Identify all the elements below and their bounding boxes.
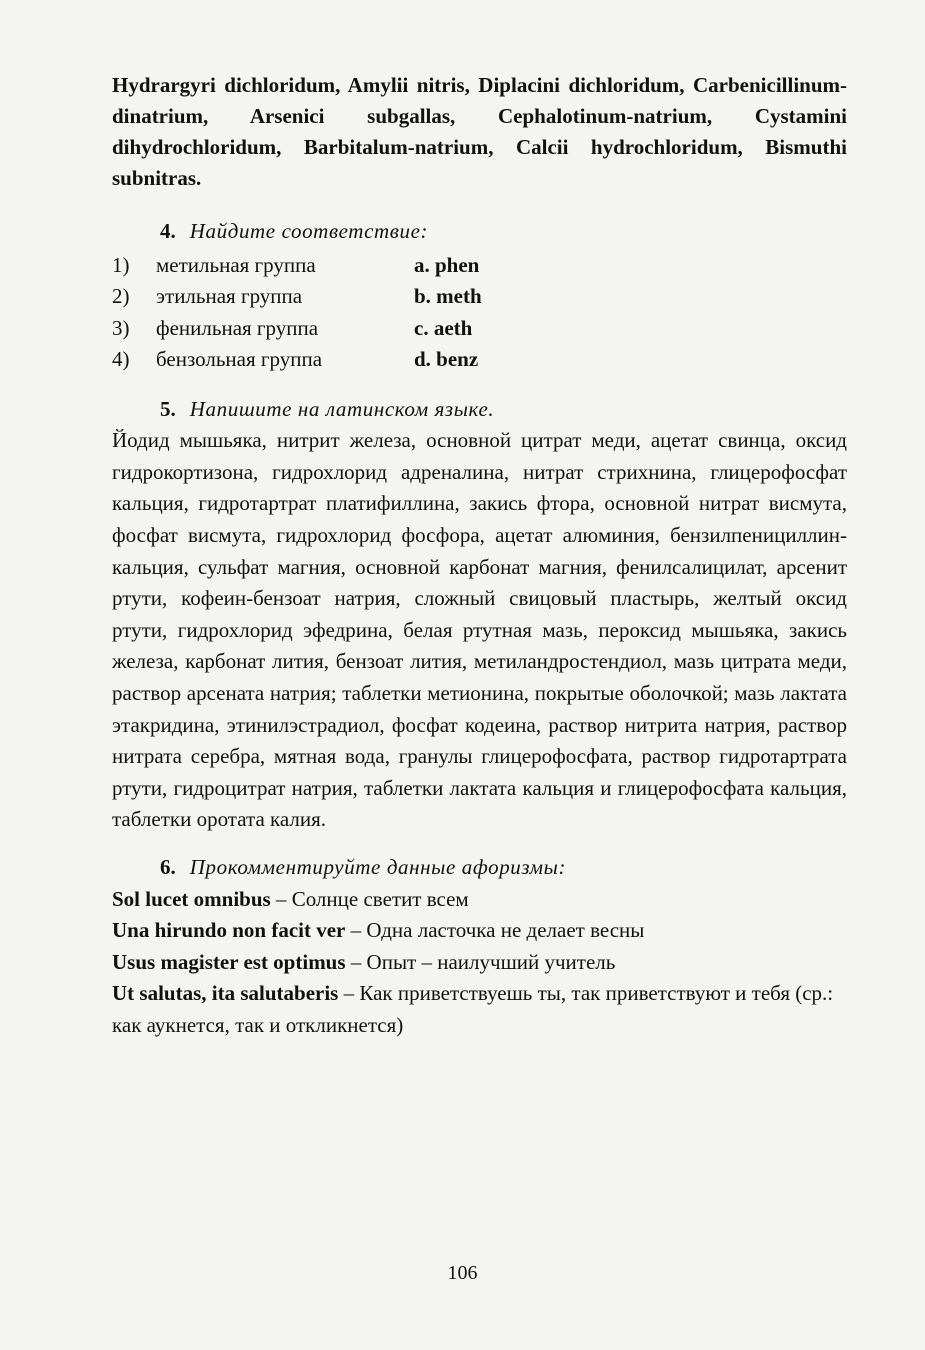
task-5-title: Напишите на латинском языке. bbox=[189, 396, 495, 421]
aphorism-latin: Ut salutas, ita salutaberis bbox=[112, 981, 339, 1006]
aphorism-russian: – Одна ласточка не делает весны bbox=[345, 918, 645, 943]
list-item bbox=[112, 281, 847, 313]
list-item bbox=[112, 250, 847, 282]
aphorism-latin: Una hirundo non facit ver bbox=[112, 918, 346, 943]
aphorism-russian: – Опыт – наилучший учитель bbox=[345, 949, 616, 974]
item-index: 4) bbox=[112, 347, 130, 372]
task-6-number: 6. bbox=[160, 854, 176, 879]
task-5-text: Йодид мышьяка, нитрит железа, основной цитрат меди, ацетат свинца, оксид гидрокортизона, гидрохлорид адреналина, нитрат стрихнина, глицерофосфат кальция, гидротартрат платифиллина, закись фтора, основной нитрат висмута, фосфат висмута, гидрохлорид фосфора, ацетат алюминия, бензилпенициллин-кальция, сульфат магния, основной карбонат магния, фенилсалицилат, арсенит ртути, кофеин-бензоат натрия, сложный свицовый пластырь, желтый оксид ртути, гидрохлорид эфедрина, белая ртутная мазь, пероксид мышьяка, закись железа, карбонат лития, бензоат лития, метиландростендиол, мазь цитрата меди, раствор арсената натрия; таблетки метионина, покрытые оболочкой; мазь лактата этакридина, этинилэстрадиол, фосфат кодеина, раствор нитрита натрия, раствор нитрата серебра, мятная вода, гранулы глицерофосфата, раствор гидротартрата ртути, гидроцитрат натрия, таблетки лактата кальция и глицерофосфата кальция, таблетки оротата калия. bbox=[112, 428, 847, 832]
item-russian: фенильная группа bbox=[156, 315, 319, 340]
list-item bbox=[112, 947, 847, 979]
aphorism-list bbox=[112, 884, 847, 1042]
item-index: 3) bbox=[112, 315, 130, 340]
aphorism-latin: Usus magister est optimus bbox=[112, 949, 346, 974]
list-item bbox=[112, 978, 847, 1041]
aphorism-russian: – Как приветствуешь ты, так приветствуют и тебя (ср.: как аукнется, так и откликнется) bbox=[112, 981, 834, 1037]
task-4-number: 4. bbox=[160, 219, 176, 243]
task-4-heading bbox=[112, 216, 847, 248]
list-item bbox=[112, 915, 847, 947]
item-latin: d. benz bbox=[414, 347, 479, 372]
item-russian: этильная группа bbox=[156, 284, 303, 309]
task-4-title: Найдите соответствие: bbox=[189, 219, 429, 243]
latin-terms-paragraph: Hydrargyri dichloridum, Amylii nitris, Diplacini dichloridum, Carbenicillinum-dinatrium, Arsenici subgallas, Cephalotinum-natrium, Cystamini dihydrochloridum, Barbitalum-natrium, Calcii hydrochloridum, Bismuthi subnitras. bbox=[112, 73, 847, 190]
matching-list bbox=[112, 250, 847, 376]
list-item bbox=[112, 313, 847, 345]
page-number: 106 bbox=[447, 1262, 478, 1284]
item-index: 2) bbox=[112, 284, 130, 309]
task-5-number: 5. bbox=[160, 396, 176, 421]
item-russian: метильная группа bbox=[156, 252, 316, 277]
aphorism-russian: – Солнце светит всем bbox=[270, 886, 469, 911]
item-index: 1) bbox=[112, 252, 130, 277]
item-latin: a. phen bbox=[414, 252, 480, 277]
page-content bbox=[112, 70, 847, 1041]
task-6-heading bbox=[112, 852, 847, 884]
task-6-title: Прокомментируйте данные афоризмы: bbox=[189, 854, 567, 879]
item-latin: c. aeth bbox=[414, 315, 473, 340]
list-item bbox=[112, 344, 847, 376]
item-latin: b. meth bbox=[414, 284, 482, 309]
task-5-heading bbox=[112, 394, 847, 426]
item-russian: бензольная группа bbox=[156, 347, 323, 372]
aphorism-latin: Sol lucet omnibus bbox=[112, 886, 271, 911]
list-item bbox=[112, 884, 847, 916]
